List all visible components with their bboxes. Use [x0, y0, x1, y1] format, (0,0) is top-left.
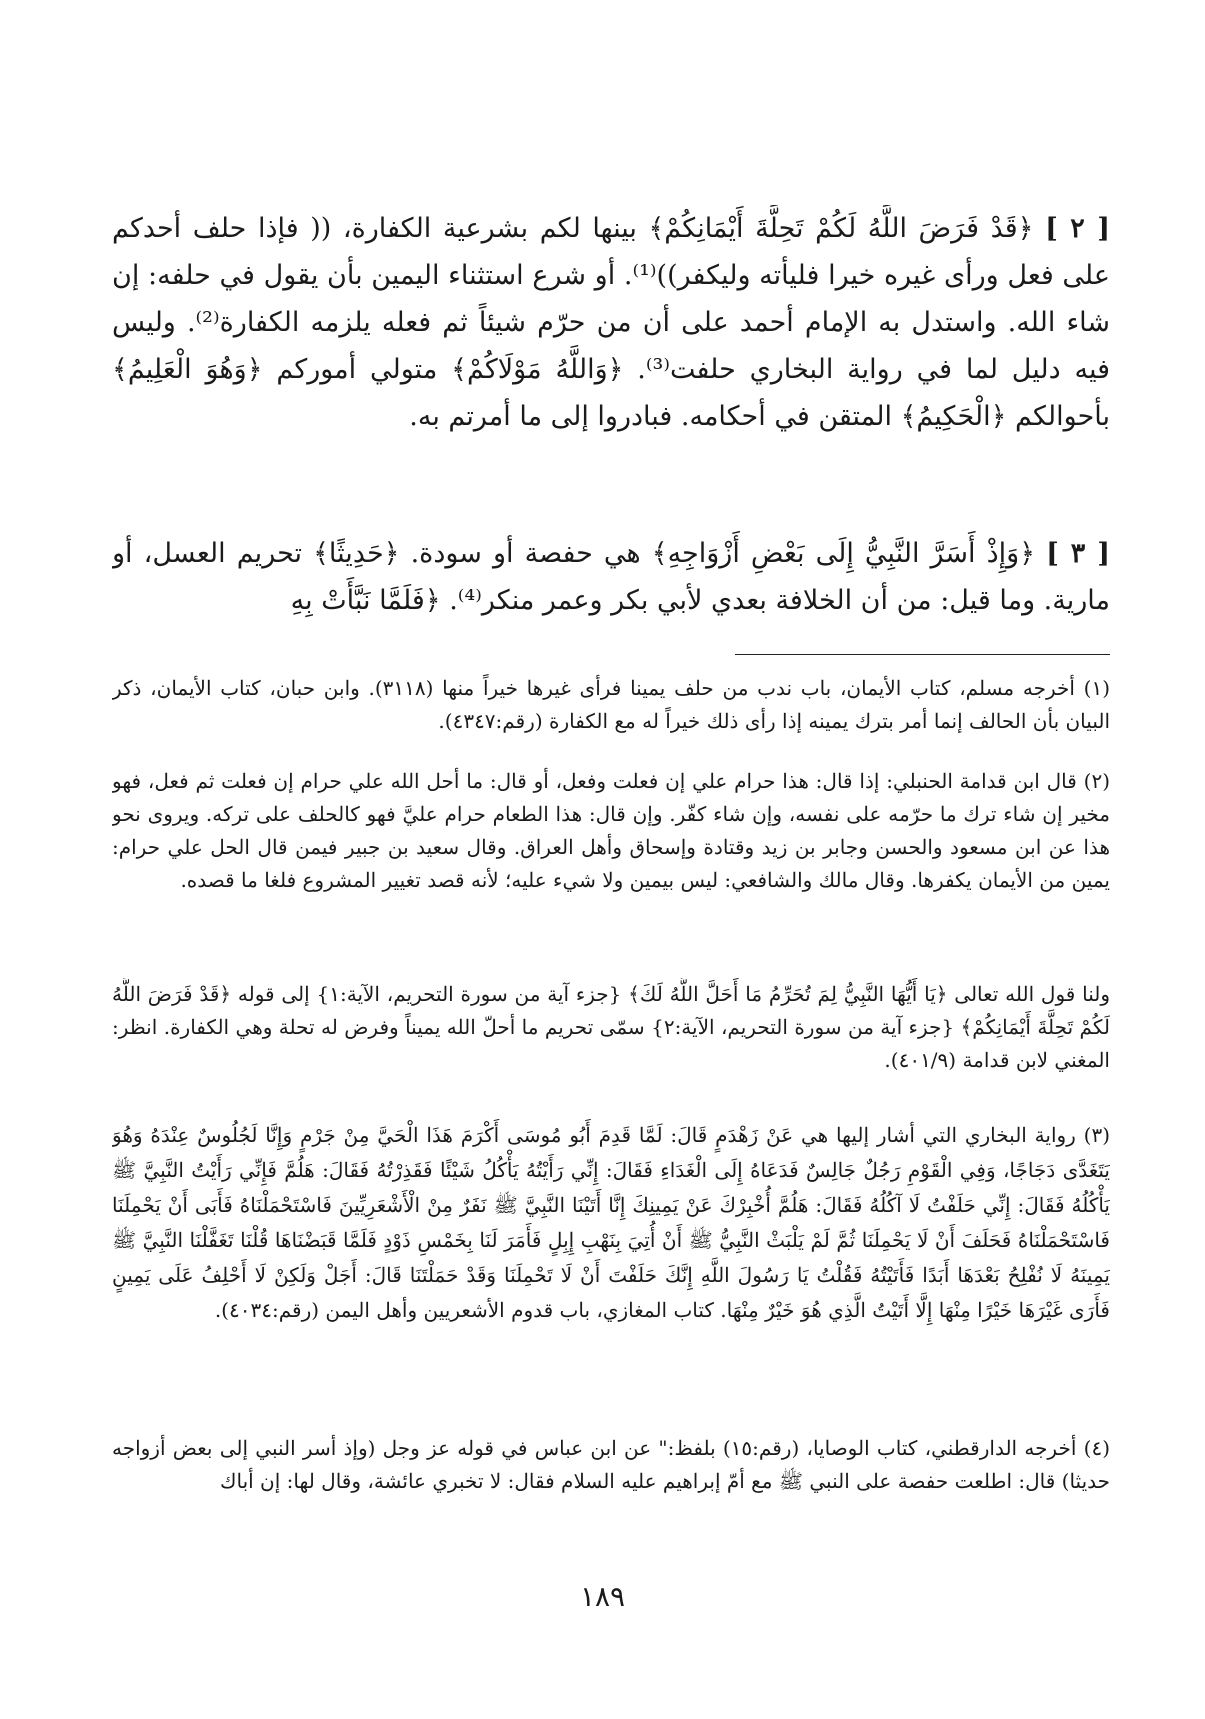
footnote-1: (١) أخرجه مسلم، كتاب الأيمان، باب ندب من حلف يمينا فرأى غيرها خيراً منها (٣١١٨). وابن حبان، كتاب الأيمان، ذكر البيان بأن الحالف إنما أمر بترك يمينه إذا رأى ذلك خيراً له مع الكفارة (رقم:٤٣٤٧).	[112, 676, 1110, 733]
commentary-paragraph-3	[112, 530, 1110, 635]
commentary-paragraph-2	[112, 205, 1110, 505]
footnote-separator	[735, 654, 1110, 655]
verse-number: [ ٣ ]	[1046, 538, 1110, 569]
paragraph-text: ﴿وَإِذْ أَسَرَّ النَّبِيُّ إِلَى بَعْضِ أَزْوَاجِهِ﴾ هي حفصة أو سودة. ﴿حَدِيثًا﴾ تحريم العسل، أو مارية. وما قيل: من أن الخلافة بعدي لأبي بكر وعمر منكر⁽⁴⁾. ﴿فَلَمَّا نَبَّأَتْ بِهِ	[112, 538, 1110, 616]
footnote-2: (٢) قال ابن قدامة الحنبلي: إذا قال: هذا حرام علي إن فعلت وفعل، أو قال: ما أحل الله علي حرام إن فعلت ثم فعل، فهو مخير إن شاء ترك ما حرّمه على نفسه، وإن شاء كفّر. وإن قال: هذا الطعام حرام عليَّ فهو كالحلف على تركه. ويروى نحو هذا عن ابن مسعود والحسن وجابر بن زيد وقتادة وإسحاق وأهل العراق. وقال سعيد بن جبير فيمن قال الحل علي حرام: يمين من الأيمان يكفرها. وقال مالك والشافعي: ليس بيمين ولا شيء عليه؛ لأنه قصد تغيير المشروع فلغا ما قصده.	[112, 769, 1110, 892]
footnote-4: (٤) أخرجه الدارقطني، كتاب الوصايا، (رقم:١٥) بلفظ:" عن ابن عباس في قوله عز وجل (وإذ أسر النبي إلى بعض أزواجه حديثا) قال: اطلعت حفصة على النبي ﷺ مع أمّ إبراهيم عليه السلام فقال: لا تخبري عائشة، وقال لها: إن أباك	[112, 1436, 1110, 1493]
verse-number: [ ٢ ]	[1045, 213, 1110, 244]
footnote-3: (٣) رواية البخاري التي أشار إليها هي عَنْ زَهْدَمٍ قَالَ: لَمَّا قَدِمَ أَبُو مُوسَى أَكْرَمَ هَذَا الْحَيَّ مِنْ جَرْمٍ وَإِنَّا لَجُلُوسٌ عِنْدَهُ وَهُوَ يَتَغَدَّى دَجَاجًا، وَفِي الْقَوْمِ رَجُلٌ جَالِسٌ فَدَعَاهُ إِلَى الْغَدَاءِ فَقَالَ: إِنِّي رَأَيْتُهُ يَأْكُلُ شَيْئًا فَقَذِرْتُهُ فَقَالَ: هَلُمَّ فَإِنِّي رَأَيْتُ النَّبِيَّ ﷺ يَأْكُلُهُ فَقَالَ: إِنِّي حَلَفْتُ لَا آكُلُهُ فَقَالَ: هَلُمَّ أُخْبِرْكَ عَنْ يَمِينِكَ إِنَّا أَتَيْنَا النَّبِيَّ ﷺ نَفَرٌ مِنْ الْأَشْعَرِيِّينَ فَاسْتَحْمَلْنَاهُ فَأَبَى أَنْ يَحْمِلَنَا فَاسْتَحْمَلْنَاهُ فَحَلَفَ أَنْ لَا يَحْمِلَنَا ثُمَّ لَمْ يَلْبَثْ النَّبِيُّ ﷺ أَنْ أُتِيَ بِنَهْبِ إِبِلٍ فَأَمَرَ لَنَا بِخَمْسِ ذَوْدٍ فَلَمَّا قَبَضْنَاهَا قُلْنَا تَغَفَّلْنَا النَّبِيَّ ﷺ يَمِينَهُ لَا نُفْلِحُ بَعْدَهَا أَبَدًا فَأَتَيْتُهُ فَقُلْتُ يَا رَسُولَ اللَّهِ إِنَّكَ حَلَفْتَ أَنْ لَا تَحْمِلَنَا وَقَدْ حَمَلْتَنَا قَالَ: أَجَلْ وَلَكِنْ لَا أَحْلِفُ عَلَى يَمِينٍ فَأَرَى غَيْرَهَا خَيْرًا مِنْهَا إِلَّا أَتَيْتُ الَّذِي هُوَ خَيْرٌ مِنْهَا. كتاب المغازي، باب قدوم الأشعريين وأهل اليمن (رقم:٤٠٣٤).	[112, 1123, 1110, 1322]
footnote-2-continued: ولنا قول الله تعالى ﴿يَا أَيُّهَا النَّبِيُّ لِمَ تُحَرِّمُ مَا أَحَلَّ اللَّهُ لَكَ﴾ {جزء آية من سورة التحريم، الآية:١} إلى قوله ﴿قَدْ فَرَضَ اللَّهُ لَكُمْ تَحِلَّةَ أَيْمَانِكُمْ﴾ {جزء آية من سورة التحريم، الآية:٢} سمّى تحريم ما أحلّ الله يميناً وفرض له تحلة وهي الكفارة. انظر: المغني لابن قدامة (٤٠١/٩).	[112, 982, 1110, 1072]
page-number: ١٨٩	[579, 1580, 626, 1613]
paragraph-text: ﴿قَدْ فَرَضَ اللَّهُ لَكُمْ تَحِلَّةَ أَيْمَانِكُمْ﴾ بينها لكم بشرعية الكفارة، (( فإذا حلف أحدكم على فعل ورأى غيره خيرا فليأته وليكفر))⁽¹⁾. أو شرع استثناء اليمين بأن يقول في حلفه: إن شاء الله. واستدل به الإمام أحمد على أن من حرّم شيئاً ثم فعله يلزمه الكفارة⁽²⁾. وليس فيه دليل لما في رواية البخاري حلفت⁽³⁾. ﴿وَاللَّهُ مَوْلَاكُمْ﴾ متولي أموركم ﴿وَهُوَ الْعَلِيمُ﴾ بأحوالكم ﴿الْحَكِيمُ﴾ المتقن في أحكامه. فبادروا إلى ما أمرتم به.	[112, 213, 1110, 432]
